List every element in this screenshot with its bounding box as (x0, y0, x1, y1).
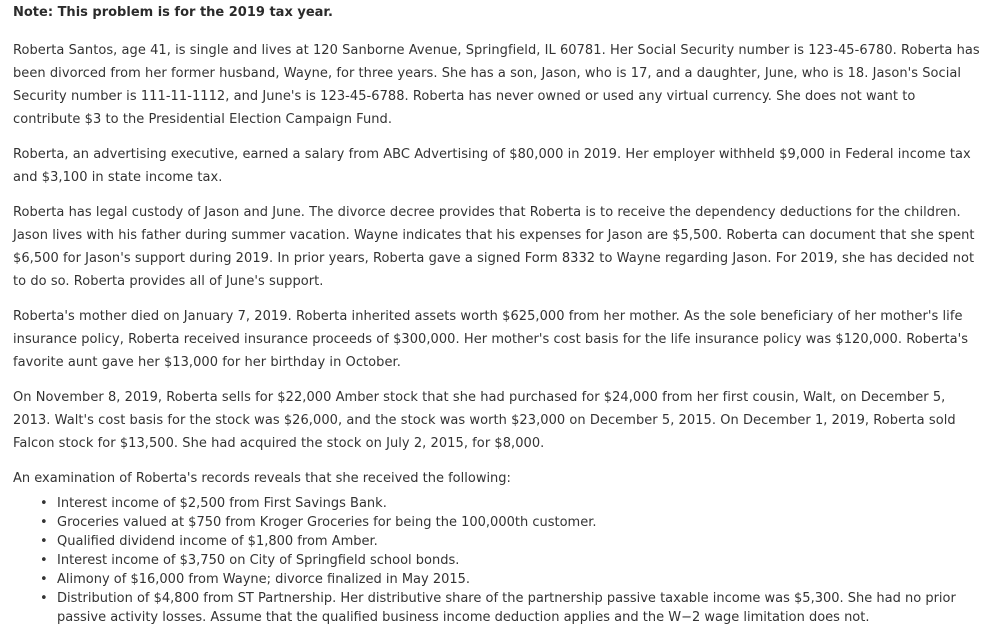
list-item-text: Distribution of $4,800 from ST Partnership. Her distributive share of the partnership passive taxable income was $5,300. She had no prior passive activity losses. Assume that the qualified business income deduction applies and the W−2 wage limitation does not. (57, 591, 956, 625)
paragraph-custody: Roberta has legal custody of Jason and June. The divorce decree provides that Roberta is to receive the dependency deductions for the children. Jason lives with his father during summer vacation. Wayne indicates that his expenses for Jason are $5,500. Roberta can document that she spent $6,500 for Jason's support during 2019. In prior years, Roberta gave a signed Form 8332 to Wayne regarding Jason. For 2019, she has decided not to do so. Roberta provides all of June's support. (13, 205, 975, 289)
list-item (40, 532, 982, 551)
list-item-text: Qualified dividend income of $1,800 from Amber. (57, 534, 378, 549)
list-item (40, 570, 982, 589)
records-list (13, 494, 982, 627)
bullet-icon: • (40, 553, 48, 568)
bullet-icon: • (40, 534, 48, 549)
list-item (40, 589, 982, 627)
paragraph-inheritance: Roberta's mother died on January 7, 2019. Roberta inherited assets worth $625,000 from her mother. As the sole beneficiary of her mother's life insurance policy, Roberta received insurance proceeds of $300,000. Her mother's cost basis for the life insurance policy was $120,000. Roberta's favorite aunt gave her $13,000 for her birthday in October. (13, 309, 969, 370)
paragraph-personal-info: Roberta Santos, age 41, is single and lives at 120 Sanborne Avenue, Springfield, IL 60781. Her Social Security number is 123-45-6780. Roberta has been divorced from her former husband, Wayne, for three years. She has a son, Jason, who is 17, and a daughter, June, who is 18. Jason's Social Security number is 111-11-1112, and June's is 123-45-6788. Roberta has never owned or used any virtual currency. She does not want to contribute $3 to the Presidential Election Campaign Fund. (13, 43, 980, 127)
paragraph-stock-sales: On November 8, 2019, Roberta sells for $22,000 Amber stock that she had purchased for $24,000 from her first cousin, Walt, on December 5, 2013. Walt's cost basis for the stock was $26,000, and the stock was worth $23,000 on December 5, 2015. On December 1, 2019, Roberta sold Falcon stock for $13,500. She had acquired the stock on July 2, 2015, for $8,000. (13, 390, 956, 451)
paragraph-salary: Roberta, an advertising executive, earned a salary from ABC Advertising of $80,000 in 2019. Her employer withheld $9,000 in Federal income tax and $3,100 in state income tax. (13, 147, 971, 185)
list-item-text: Interest income of $2,500 from First Savings Bank. (57, 496, 387, 511)
bullet-icon: • (40, 515, 48, 530)
bullet-icon: • (40, 572, 48, 587)
bullet-icon: • (40, 496, 48, 511)
list-item (40, 513, 982, 532)
list-item-text: Groceries valued at $750 from Kroger Groceries for being the 100,000th customer. (57, 515, 597, 530)
records-intro: An examination of Roberta's records reveals that she received the following: (13, 471, 511, 486)
list-item-text: Interest income of $3,750 on City of Springfield school bonds. (57, 553, 460, 568)
tax-year-note: Note: This problem is for the 2019 tax year. (13, 5, 333, 20)
list-item (40, 551, 982, 570)
list-item (40, 494, 982, 513)
bullet-icon: • (40, 591, 48, 606)
list-item-text: Alimony of $16,000 from Wayne; divorce finalized in May 2015. (57, 572, 471, 587)
